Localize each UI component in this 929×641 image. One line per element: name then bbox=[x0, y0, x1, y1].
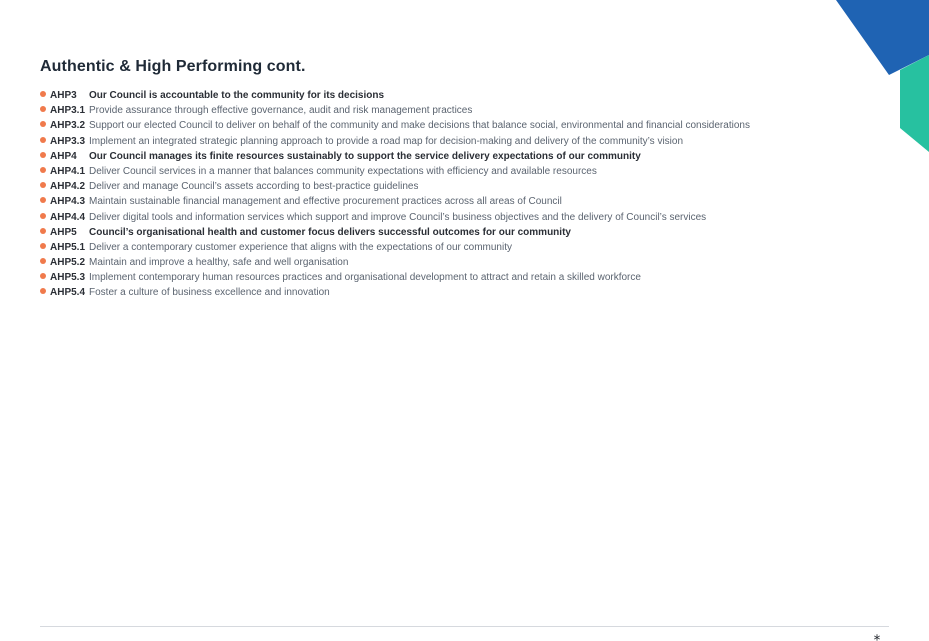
bullet-icon bbox=[40, 258, 46, 264]
objective-text: Deliver and manage Council’s assets according to best-practice guidelines bbox=[89, 181, 419, 193]
bullet-icon bbox=[40, 121, 46, 127]
bullet-icon bbox=[40, 91, 46, 97]
bullet-icon bbox=[40, 106, 46, 112]
objective-code: AHP4.4 bbox=[50, 211, 86, 223]
bullet-icon bbox=[40, 228, 46, 234]
objective-code: AHP4.3 bbox=[50, 196, 86, 208]
objective-item bbox=[40, 179, 889, 194]
footer-divider bbox=[40, 626, 889, 627]
objective-item bbox=[40, 240, 889, 255]
bullet-icon bbox=[40, 213, 46, 219]
bullet-icon bbox=[40, 197, 46, 203]
objective-item bbox=[40, 270, 889, 285]
page-content bbox=[40, 58, 889, 301]
objective-item bbox=[40, 210, 889, 225]
objective-text: Implement an integrated strategic planning approach to provide a road map for decision-making and delivery of the community’s vision bbox=[89, 135, 684, 147]
objective-code: AHP4 bbox=[50, 150, 77, 162]
objective-code: AHP5.3 bbox=[50, 272, 86, 284]
objective-text: Maintain and improve a healthy, safe and well organisation bbox=[89, 257, 349, 269]
page-title: Authentic & High Performing cont. bbox=[40, 58, 306, 75]
objective-item bbox=[40, 255, 889, 270]
objective-text: Provide assurance through effective governance, audit and risk management practices bbox=[89, 105, 473, 117]
objective-item bbox=[40, 164, 889, 179]
objective-code: AHP3.3 bbox=[50, 135, 86, 147]
objective-code: AHP5.4 bbox=[50, 287, 86, 299]
objective-item bbox=[40, 118, 889, 133]
bullet-icon bbox=[40, 167, 46, 173]
corner-teal-shape bbox=[900, 55, 929, 152]
objective-text: Maintain sustainable financial management and effective procurement practices across all areas of Council bbox=[89, 196, 562, 208]
objective-code: AHP5.1 bbox=[50, 241, 86, 253]
objective-code: AHP5.2 bbox=[50, 257, 86, 269]
objective-code: AHP4.1 bbox=[50, 165, 86, 177]
objectives-list bbox=[40, 88, 889, 301]
objective-item bbox=[40, 194, 889, 209]
objective-text: Implement contemporary human resources practices and organisational development to attract and retain a skilled workforce bbox=[89, 272, 641, 284]
objective-text: Support our elected Council to deliver on behalf of the community and make decisions that balance social, environmental and financial considerations bbox=[89, 120, 750, 132]
objective-text: Our Council is accountable to the community for its decisions bbox=[89, 90, 385, 101]
bullet-icon bbox=[40, 152, 46, 158]
objective-text: Deliver Council services in a manner that balances community expectations with efficiency and available resources bbox=[89, 165, 597, 177]
asterisk-icon bbox=[871, 634, 883, 641]
objective-code: AHP5 bbox=[50, 226, 77, 238]
objective-code: AHP3.1 bbox=[50, 105, 86, 117]
objective-item bbox=[40, 103, 889, 118]
objective-text: Deliver digital tools and information services which support and improve Council’s business objectives and the delivery of Council’s services bbox=[89, 211, 707, 223]
objective-text: Council’s organisational health and customer focus delivers successful outcomes for our community bbox=[89, 226, 571, 238]
objective-code: AHP3 bbox=[50, 90, 77, 101]
objective-item bbox=[40, 285, 889, 300]
bullet-icon bbox=[40, 137, 46, 143]
objective-heading bbox=[40, 149, 889, 164]
bullet-icon bbox=[40, 243, 46, 249]
objective-text: Our Council manages its finite resources sustainably to support the service delivery expectations of our community bbox=[89, 150, 641, 162]
objective-code: AHP3.2 bbox=[50, 120, 86, 132]
objective-code: AHP4.2 bbox=[50, 181, 86, 193]
objective-heading bbox=[40, 88, 889, 103]
objective-text: Deliver a contemporary customer experience that aligns with the expectations of our community bbox=[89, 241, 512, 253]
bullet-icon bbox=[40, 273, 46, 279]
bullet-icon bbox=[40, 288, 46, 294]
bullet-icon bbox=[40, 182, 46, 188]
objective-text: Foster a culture of business excellence and innovation bbox=[89, 287, 330, 299]
objective-item bbox=[40, 134, 889, 149]
objective-heading bbox=[40, 225, 889, 240]
